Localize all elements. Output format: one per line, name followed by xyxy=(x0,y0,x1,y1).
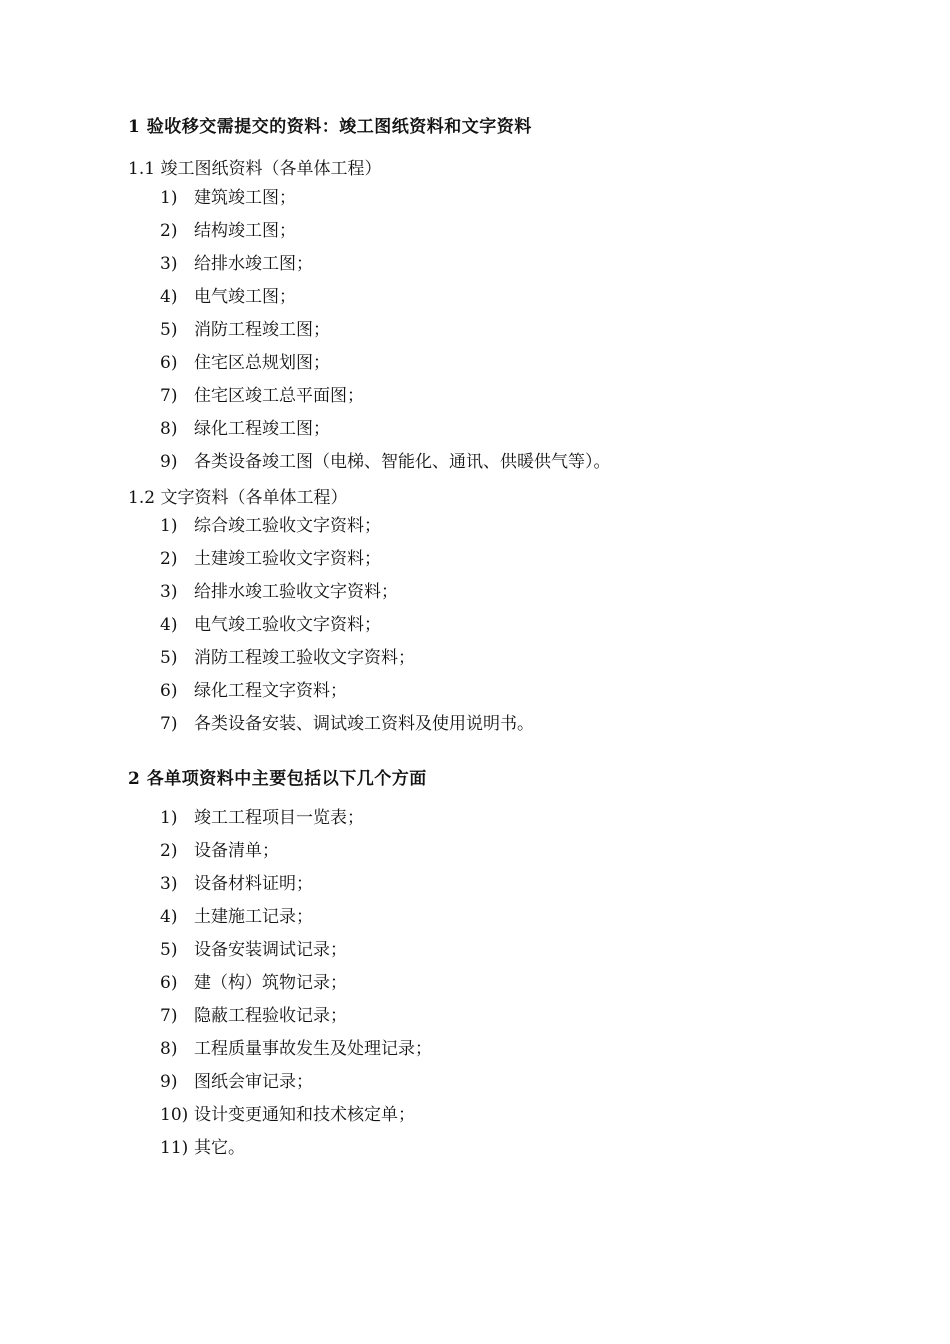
list-item xyxy=(160,516,534,549)
list-item-text: 给排水竣工图； xyxy=(194,254,313,274)
list-item xyxy=(160,320,611,353)
list-item-text: 消防工程竣工图； xyxy=(194,320,330,340)
list-item xyxy=(160,1072,432,1105)
list-item xyxy=(160,287,611,320)
list-item-number: 5) xyxy=(160,648,178,668)
list-item-number: 8) xyxy=(160,419,178,439)
list-item xyxy=(160,940,432,973)
list-item xyxy=(160,714,534,747)
list-item xyxy=(160,1006,432,1039)
list-item-number: 1) xyxy=(160,188,178,208)
list-item-text: 工程质量事故发生及处理记录； xyxy=(194,1039,432,1059)
list-item-number: 6) xyxy=(160,353,178,373)
list-item xyxy=(160,681,534,714)
list-item-text: 建（构）筑物记录； xyxy=(194,973,347,993)
list-item-text: 综合竣工验收文字资料； xyxy=(194,516,381,536)
section-1-2-heading: 1.2 文字资料（各单体工程） xyxy=(128,488,348,508)
list-item-number: 1) xyxy=(160,516,178,536)
list-item xyxy=(160,808,432,841)
list-item xyxy=(160,419,611,452)
list-item-number: 7) xyxy=(160,714,178,734)
list-item-text: 设计变更通知和技术核定单； xyxy=(194,1105,415,1125)
section-1-heading: 1 验收移交需提交的资料：竣工图纸资料和文字资料 xyxy=(128,117,532,137)
component-list xyxy=(160,808,432,1171)
drawing-list xyxy=(160,188,611,485)
list-item-text: 电气竣工图； xyxy=(194,287,296,307)
list-item-text: 各类设备竣工图（电梯、智能化、通讯、供暖供气等）。 xyxy=(194,452,611,472)
list-item-text: 住宅区竣工总平面图； xyxy=(194,386,364,406)
list-item-number: 4) xyxy=(160,287,178,307)
list-item-number: 11) xyxy=(160,1138,189,1158)
list-item-number: 7) xyxy=(160,386,178,406)
list-item-text: 竣工工程项目一览表； xyxy=(194,808,364,828)
list-item-number: 9) xyxy=(160,452,178,472)
list-item-number: 1) xyxy=(160,808,178,828)
list-item-text: 结构竣工图； xyxy=(194,221,296,241)
list-item xyxy=(160,254,611,287)
list-item-text: 图纸会审记录； xyxy=(194,1072,313,1092)
list-item-text: 设备安装调试记录； xyxy=(194,940,347,960)
list-item-text: 绿化工程竣工图； xyxy=(194,419,330,439)
list-item xyxy=(160,582,534,615)
list-item xyxy=(160,1039,432,1072)
list-item-text: 电气竣工验收文字资料； xyxy=(194,615,381,635)
list-item-text: 建筑竣工图； xyxy=(194,188,296,208)
list-item-number: 2) xyxy=(160,841,178,861)
list-item-text: 土建施工记录； xyxy=(194,907,313,927)
list-item-number: 6) xyxy=(160,681,178,701)
list-item-number: 3) xyxy=(160,254,178,274)
list-item-number: 10) xyxy=(160,1105,189,1125)
list-item-number: 3) xyxy=(160,874,178,894)
list-item xyxy=(160,874,432,907)
list-item-number: 4) xyxy=(160,615,178,635)
list-item xyxy=(160,188,611,221)
list-item-text: 给排水竣工验收文字资料； xyxy=(194,582,398,602)
list-item-number: 7) xyxy=(160,1006,178,1026)
list-item xyxy=(160,353,611,386)
list-item-text: 消防工程竣工验收文字资料； xyxy=(194,648,415,668)
list-item-text: 住宅区总规划图； xyxy=(194,353,330,373)
list-item-number: 4) xyxy=(160,907,178,927)
list-item-number: 5) xyxy=(160,940,178,960)
list-item xyxy=(160,841,432,874)
list-item-text: 各类设备安装、调试竣工资料及使用说明书。 xyxy=(194,714,534,734)
list-item xyxy=(160,386,611,419)
list-item-number: 2) xyxy=(160,221,178,241)
list-item-number: 9) xyxy=(160,1072,178,1092)
list-item-number: 6) xyxy=(160,973,178,993)
list-item xyxy=(160,549,534,582)
section-2-heading: 2 各单项资料中主要包括以下几个方面 xyxy=(128,769,427,789)
list-item-number: 5) xyxy=(160,320,178,340)
list-item xyxy=(160,648,534,681)
list-item-number: 8) xyxy=(160,1039,178,1059)
list-item-text: 隐蔽工程验收记录； xyxy=(194,1006,347,1026)
list-item-text: 土建竣工验收文字资料； xyxy=(194,549,381,569)
list-item-text: 设备材料证明； xyxy=(194,874,313,894)
list-item xyxy=(160,221,611,254)
list-item xyxy=(160,615,534,648)
list-item-number: 2) xyxy=(160,549,178,569)
list-item-text: 设备清单； xyxy=(194,841,279,861)
list-item xyxy=(160,1138,432,1171)
list-item-text: 其它。 xyxy=(194,1138,245,1158)
list-item-number: 3) xyxy=(160,582,178,602)
list-item xyxy=(160,1105,432,1138)
list-item xyxy=(160,907,432,940)
list-item-text: 绿化工程文字资料； xyxy=(194,681,347,701)
list-item xyxy=(160,452,611,485)
text-document-list xyxy=(160,516,534,747)
list-item xyxy=(160,973,432,1006)
section-1-1-heading: 1.1 竣工图纸资料（各单体工程） xyxy=(128,159,382,179)
